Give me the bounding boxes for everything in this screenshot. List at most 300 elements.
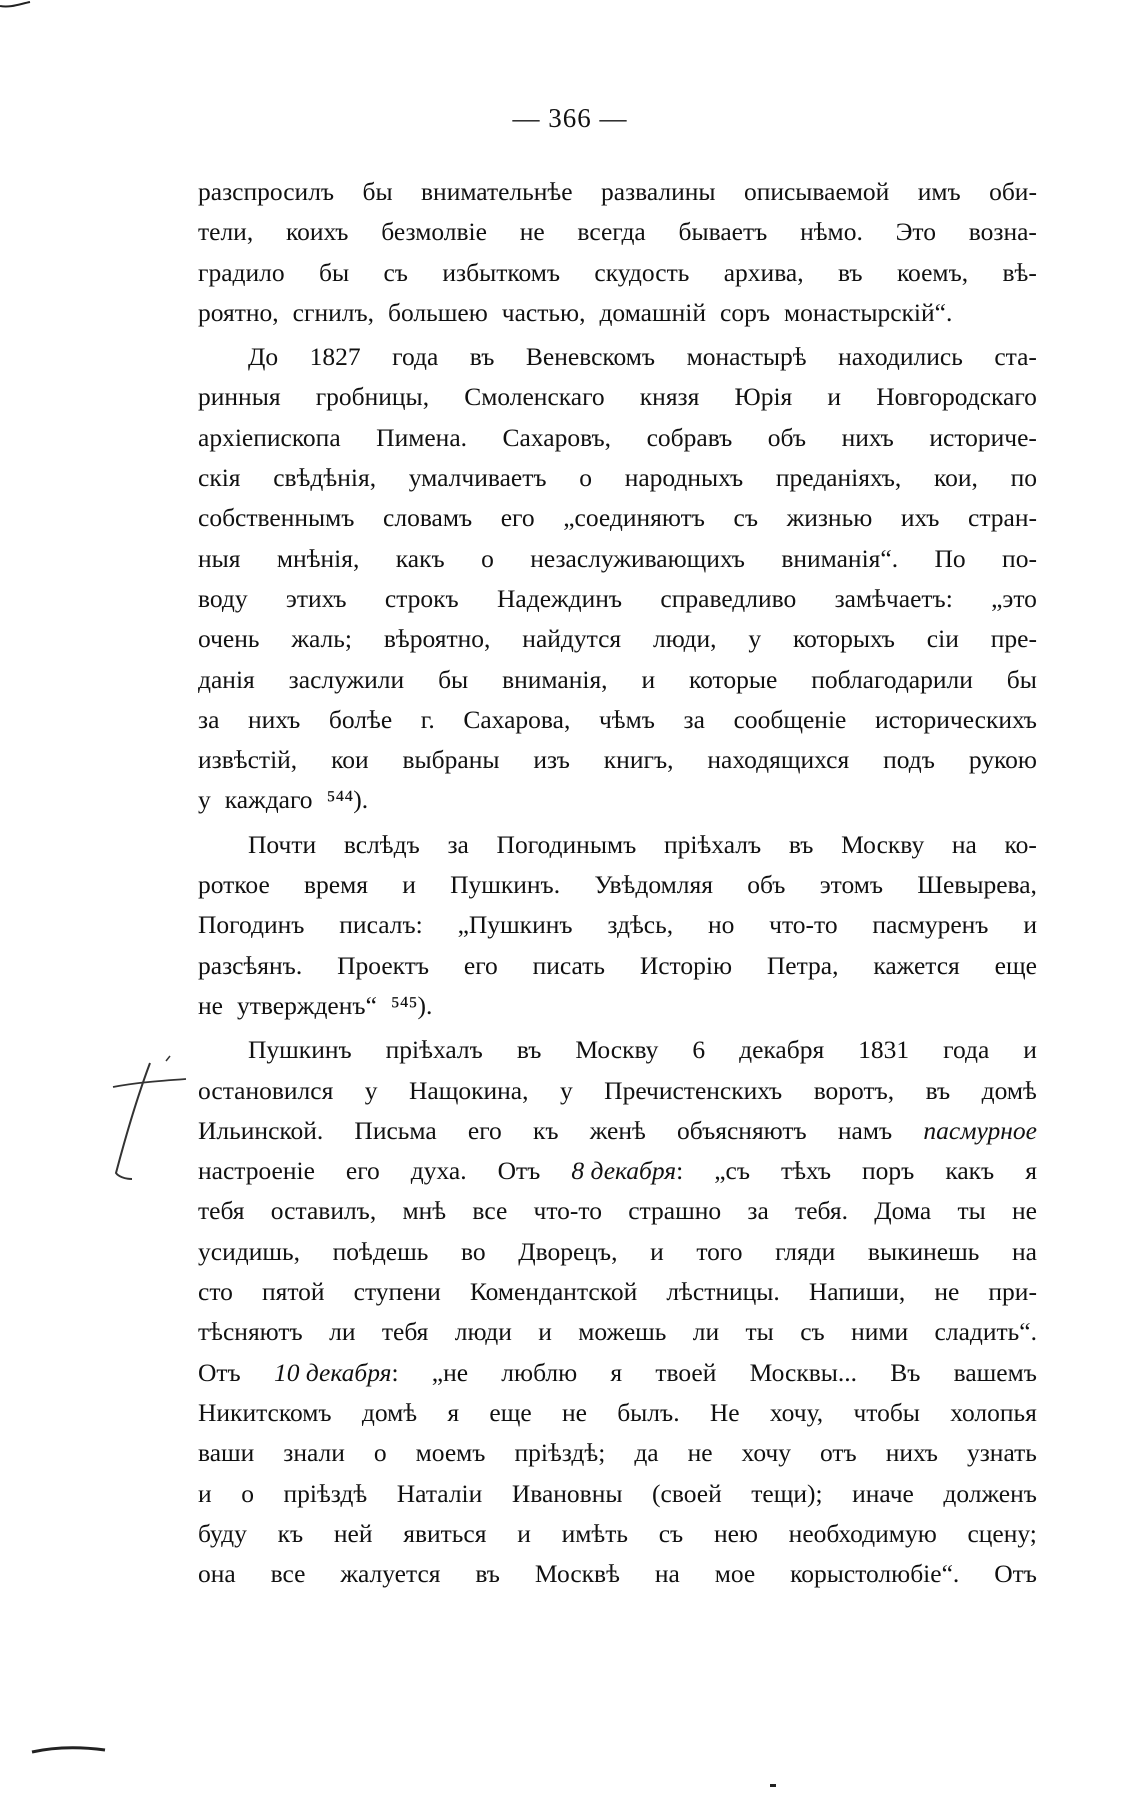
- word: бы: [362, 177, 393, 206]
- word: намъ: [837, 1115, 893, 1145]
- text-line: [198, 579, 1037, 619]
- word: Письма: [354, 1115, 437, 1145]
- word: Не: [709, 1397, 740, 1427]
- word: Отъ: [994, 1559, 1037, 1589]
- word: поръ: [862, 1156, 915, 1186]
- word: не: [687, 1438, 713, 1468]
- word: у: [198, 785, 211, 815]
- word: бываетъ: [678, 217, 768, 247]
- word: архива,: [723, 257, 804, 287]
- word: коихъ: [285, 217, 349, 247]
- word: о: [373, 1438, 387, 1468]
- word: люди,: [653, 624, 717, 654]
- word: поблагодарили: [811, 664, 973, 694]
- word: объясняютъ: [676, 1115, 807, 1145]
- word: сіи: [926, 624, 959, 654]
- word: на: [654, 1559, 680, 1589]
- word: твоей: [655, 1357, 717, 1387]
- text-line: [198, 377, 1037, 417]
- word: сгнилъ,: [292, 297, 375, 327]
- word: Исторію: [639, 950, 733, 980]
- word: нихъ: [885, 1438, 938, 1468]
- word: и: [1023, 1035, 1037, 1065]
- word: явиться: [403, 1518, 487, 1548]
- word: поѣдешь: [332, 1236, 429, 1266]
- word: заслужили: [288, 664, 405, 694]
- word: чтобы: [853, 1397, 920, 1427]
- word: Юрія: [734, 382, 793, 412]
- word: тѣсняютъ: [198, 1317, 303, 1347]
- word: по-: [1002, 543, 1037, 573]
- word: у: [559, 1075, 573, 1105]
- word: и: [827, 382, 842, 412]
- word: и: [1023, 910, 1037, 940]
- word: Дворецъ,: [518, 1236, 618, 1266]
- scan-dot-mark: [768, 1782, 780, 1790]
- word: ли: [329, 1317, 356, 1347]
- word: отъ: [819, 1438, 857, 1468]
- word: тѣхъ: [781, 1156, 832, 1186]
- word: тебя.: [795, 1196, 848, 1226]
- word: вашемъ: [953, 1357, 1037, 1387]
- word: ста-: [994, 342, 1037, 372]
- word: люблю: [501, 1357, 578, 1387]
- word: необходимую: [788, 1518, 937, 1548]
- word: съ: [733, 503, 759, 533]
- word: года: [392, 342, 439, 372]
- word: данія: [198, 664, 255, 694]
- word: корыстолюбіе“.: [790, 1559, 960, 1589]
- word: извѣстій,: [198, 745, 298, 775]
- word: скія: [198, 463, 241, 493]
- word: все: [472, 1196, 508, 1226]
- word: Москвѣ: [534, 1559, 620, 1589]
- word: его: [463, 950, 498, 980]
- word: Ивановны: [511, 1478, 623, 1508]
- text-line: [198, 825, 1037, 865]
- word: ты: [957, 1196, 986, 1226]
- word: Пимена.: [376, 422, 468, 452]
- word: роткое: [198, 870, 270, 900]
- word: (своей: [652, 1478, 722, 1508]
- word: по: [1010, 463, 1037, 493]
- text-line: [198, 905, 1037, 945]
- word: ринныя: [198, 382, 281, 412]
- word: 6: [692, 1035, 706, 1065]
- word: изъ: [533, 745, 570, 775]
- word: преданіяхъ,: [775, 463, 902, 493]
- word: выбраны: [402, 745, 500, 775]
- word: мое: [714, 1559, 756, 1589]
- word: которыхъ: [793, 624, 895, 654]
- word: бы: [319, 257, 350, 287]
- body-text: [198, 172, 1037, 1594]
- word: женѣ: [589, 1115, 646, 1145]
- word: большею: [388, 297, 488, 327]
- word: пасмурное: [923, 1115, 1037, 1145]
- word: къ: [277, 1518, 304, 1548]
- word: выкинешь: [867, 1236, 980, 1266]
- word: свѣдѣнія,: [273, 463, 377, 493]
- word: частью,: [501, 297, 586, 327]
- word: роятно,: [198, 297, 279, 327]
- word: люди: [454, 1317, 512, 1347]
- word: духа.: [410, 1156, 467, 1186]
- word: Погодинъ: [198, 910, 305, 940]
- word: жизнью: [786, 503, 873, 533]
- word: нѣмо.: [800, 217, 863, 247]
- word: гробницы,: [315, 382, 430, 412]
- word: разспросилъ: [198, 177, 335, 206]
- word: По: [934, 543, 966, 573]
- text-line: [198, 1393, 1037, 1433]
- word: къ: [532, 1115, 559, 1145]
- word: при-: [988, 1277, 1037, 1307]
- word: Ильинской.: [198, 1115, 324, 1145]
- word: его: [500, 503, 535, 533]
- word: я: [610, 1357, 623, 1387]
- word: оби-: [989, 177, 1037, 206]
- word: и: [650, 1236, 664, 1266]
- word: пре-: [990, 624, 1037, 654]
- text-line: [198, 1312, 1037, 1352]
- word: не: [561, 1397, 587, 1427]
- word: на: [951, 829, 977, 859]
- word: домѣ: [981, 1075, 1037, 1105]
- word: Никитскомъ: [198, 1397, 332, 1427]
- word: что-то: [533, 1196, 602, 1226]
- word: да: [634, 1438, 659, 1468]
- text-line: [198, 865, 1037, 905]
- word: Отъ: [198, 1357, 241, 1387]
- word: Пушкинъ.: [450, 870, 561, 900]
- word: сладить“.: [934, 1317, 1037, 1347]
- word: сообщеніе: [733, 704, 847, 734]
- text-line: [198, 986, 1037, 1026]
- word: время: [304, 870, 368, 900]
- word: вслѣдъ: [343, 829, 420, 859]
- text-line: [198, 293, 1037, 333]
- word: въ: [925, 1075, 951, 1105]
- word: справедливо: [660, 583, 797, 613]
- word: ней: [333, 1518, 373, 1548]
- word: До: [248, 342, 279, 372]
- word: Отъ: [497, 1156, 541, 1186]
- word: узнать: [966, 1438, 1037, 1468]
- word: „съ: [714, 1156, 751, 1186]
- word: „Пушкинъ: [457, 910, 573, 940]
- word: можешь: [578, 1317, 667, 1347]
- word: народныхъ: [624, 463, 744, 493]
- word: и: [517, 1518, 531, 1548]
- word: въ: [475, 1559, 500, 1589]
- word: я: [1025, 1156, 1037, 1186]
- word: въ: [837, 257, 863, 287]
- word: во: [460, 1236, 486, 1266]
- word: о: [241, 1478, 254, 1508]
- word: каждаго: [224, 785, 313, 815]
- word: съ: [658, 1518, 684, 1548]
- word: замѣчаетъ:: [834, 583, 953, 613]
- text-line: [198, 1071, 1037, 1111]
- word: и: [402, 870, 416, 900]
- text-line: [198, 1191, 1037, 1231]
- word: возна-: [968, 217, 1037, 247]
- word: того: [696, 1236, 743, 1266]
- word: собравъ: [646, 422, 733, 452]
- word: за: [447, 829, 469, 859]
- word: тебя: [198, 1196, 245, 1226]
- word: и: [198, 1478, 212, 1508]
- word: ты: [745, 1317, 774, 1347]
- word: собственнымъ: [198, 503, 355, 533]
- word: она: [198, 1559, 236, 1589]
- word: 10 декабря:: [273, 1357, 399, 1387]
- word: не: [198, 990, 223, 1020]
- word: 1831: [858, 1035, 910, 1065]
- scan-corner-mark: [0, 0, 40, 20]
- word: иначе: [852, 1478, 914, 1508]
- word: ихъ: [900, 503, 940, 533]
- word: пріѣздѣ: [283, 1478, 368, 1508]
- word: тели,: [198, 217, 254, 247]
- word: этихъ: [285, 583, 347, 613]
- word: пасмуренъ: [872, 910, 989, 940]
- word: кажется: [873, 950, 960, 980]
- word: Пречистенскихъ: [604, 1075, 783, 1105]
- word: страшно: [628, 1196, 722, 1226]
- word: кои: [331, 745, 369, 775]
- word: коемъ,: [896, 257, 969, 287]
- text-line: [198, 1474, 1037, 1514]
- word: Проектъ: [337, 950, 430, 980]
- word: на: [1011, 1236, 1037, 1266]
- word: находились: [838, 342, 963, 372]
- word: пріѣздѣ;: [514, 1438, 606, 1468]
- text-line: [198, 1433, 1037, 1473]
- word: ко-: [1004, 829, 1037, 859]
- word: объ: [747, 870, 786, 900]
- word: нихъ: [248, 704, 301, 734]
- word: кои,: [934, 463, 978, 493]
- text-line: [198, 780, 1037, 820]
- word: Пушкинъ: [248, 1035, 352, 1065]
- text-line: [198, 1151, 1037, 1191]
- scan-smudge-mark: [30, 1740, 110, 1760]
- word: Увѣдомляя: [594, 870, 713, 900]
- word: жаль;: [291, 624, 352, 654]
- word: историческихъ: [874, 704, 1037, 734]
- word: съ: [383, 257, 408, 287]
- word: развалины: [601, 177, 716, 206]
- word: писалъ:: [339, 910, 423, 940]
- word: Нащокина,: [409, 1075, 529, 1105]
- word: пріѣхалъ: [663, 829, 762, 859]
- word: лѣстницы.: [666, 1277, 780, 1307]
- word: имѣть: [561, 1518, 628, 1548]
- word: долженъ: [943, 1478, 1037, 1508]
- word: въ: [516, 1035, 542, 1065]
- text-line: [198, 740, 1037, 780]
- word: соръ: [720, 297, 771, 327]
- word: и: [538, 1317, 552, 1347]
- word: ⁵⁴⁵).: [390, 990, 433, 1020]
- word: Погодинымъ: [496, 829, 637, 859]
- word: 1827: [309, 342, 361, 372]
- word: буду: [198, 1518, 247, 1548]
- word: какъ: [395, 543, 445, 573]
- word: внимательнѣе: [421, 177, 573, 206]
- word: Шевырева,: [917, 870, 1037, 900]
- word: ними: [851, 1317, 909, 1347]
- text-line: [198, 172, 1037, 212]
- word: Веневскомъ: [525, 342, 656, 372]
- word: описываемой: [743, 177, 890, 206]
- word: о: [579, 463, 592, 493]
- word: монастырскій“.: [784, 297, 953, 327]
- word: въ: [788, 829, 814, 859]
- word: жалуется: [340, 1559, 441, 1589]
- word: ваши: [198, 1438, 255, 1468]
- word: книгъ,: [603, 745, 674, 775]
- text-line: [198, 418, 1037, 458]
- word: стран-: [968, 503, 1037, 533]
- word: хочу: [741, 1438, 791, 1468]
- word: его: [467, 1115, 502, 1145]
- word: незаслуживающихъ: [530, 543, 745, 573]
- word: г.: [420, 704, 435, 734]
- word: моемъ: [415, 1438, 486, 1468]
- text-line: [198, 1514, 1037, 1554]
- text-line: [198, 1232, 1037, 1272]
- word: не: [519, 217, 545, 247]
- text-line: [198, 1353, 1037, 1393]
- word: въ: [469, 342, 495, 372]
- word: за: [683, 704, 705, 734]
- word: нею: [713, 1518, 758, 1548]
- word: безмолвіе: [381, 217, 487, 247]
- text-line: [198, 619, 1037, 659]
- word: вниманія“.: [781, 543, 899, 573]
- word: градило: [198, 257, 285, 287]
- text-line: [198, 1030, 1037, 1070]
- word: „соединяютъ: [563, 503, 705, 533]
- text-line: [198, 253, 1037, 293]
- word: Москву: [575, 1035, 659, 1065]
- word: Наталіи: [396, 1478, 483, 1508]
- word: пріѣхалъ: [385, 1035, 483, 1065]
- text-line: [198, 458, 1037, 498]
- word: избыткомъ: [442, 257, 561, 287]
- word: и: [641, 664, 656, 694]
- word: бы: [438, 664, 469, 694]
- text-line: [198, 946, 1037, 986]
- handwritten-margin-mark: [108, 1055, 188, 1185]
- word: не: [934, 1277, 960, 1307]
- word: тебя: [381, 1317, 429, 1347]
- word: воду: [198, 583, 248, 613]
- word: скудость: [594, 257, 690, 287]
- word: вниманія,: [502, 664, 608, 694]
- text-line: [198, 539, 1037, 579]
- word: усидишь,: [198, 1236, 300, 1266]
- word: Въ: [890, 1357, 921, 1387]
- word: настроеніе: [198, 1156, 315, 1186]
- word: холопья: [950, 1397, 1037, 1427]
- word: Смоленскаго: [464, 382, 605, 412]
- word: у: [364, 1075, 378, 1105]
- word: Петра,: [766, 950, 839, 980]
- word: Сахаровъ,: [502, 422, 612, 452]
- word: съ: [800, 1317, 825, 1347]
- word: я: [447, 1397, 460, 1427]
- word: очень: [198, 624, 260, 654]
- text-line: [198, 700, 1037, 740]
- text-line: [198, 498, 1037, 538]
- word: былъ.: [617, 1397, 680, 1427]
- word: декабря: [739, 1035, 825, 1065]
- word: бы: [1006, 664, 1037, 694]
- text-line: [198, 212, 1037, 252]
- word: князя: [639, 382, 700, 412]
- word: нихъ: [841, 422, 894, 452]
- word: разсѣянъ.: [198, 950, 303, 980]
- text-line: [198, 1554, 1037, 1594]
- word: имъ: [917, 177, 961, 206]
- word: Дома: [874, 1196, 932, 1226]
- word: что-то: [769, 910, 838, 940]
- word: его: [345, 1156, 380, 1186]
- text-line: [198, 660, 1037, 700]
- word: ступени: [353, 1277, 441, 1307]
- word: утвержденъ“: [236, 990, 377, 1020]
- word: не: [1011, 1196, 1037, 1226]
- word: за: [198, 704, 220, 734]
- word: Москвы...: [749, 1357, 858, 1387]
- word: Это: [895, 217, 936, 247]
- word: объ: [767, 422, 807, 452]
- word: „не: [431, 1357, 469, 1387]
- word: Новгородскаго: [876, 382, 1037, 412]
- word: строкъ: [384, 583, 459, 613]
- word: болѣе: [328, 704, 393, 734]
- word: чѣмъ: [598, 704, 655, 734]
- word: всегда: [577, 217, 646, 247]
- word: какъ: [945, 1156, 995, 1186]
- word: рукою: [968, 745, 1037, 775]
- word: знали: [283, 1438, 345, 1468]
- word: 8 декабря:: [571, 1156, 684, 1186]
- word: вѣроятно,: [383, 624, 491, 654]
- word: ныя: [198, 543, 241, 573]
- word: писать: [532, 950, 605, 980]
- word: найдутся: [522, 624, 622, 654]
- word: словамъ: [383, 503, 473, 533]
- text-line: [198, 337, 1037, 377]
- word: находящихся: [707, 745, 850, 775]
- word: монастырѣ: [686, 342, 807, 372]
- word: домашній: [599, 297, 706, 327]
- word: хочу,: [769, 1397, 824, 1427]
- word: Почти: [248, 829, 317, 859]
- word: оставилъ,: [270, 1196, 377, 1226]
- word: Москву: [841, 829, 925, 859]
- word: еще: [994, 950, 1037, 980]
- word: сто: [198, 1277, 233, 1307]
- word: вѣ-: [1002, 257, 1037, 287]
- word: Комендантской: [469, 1277, 638, 1307]
- word: „это: [991, 583, 1037, 613]
